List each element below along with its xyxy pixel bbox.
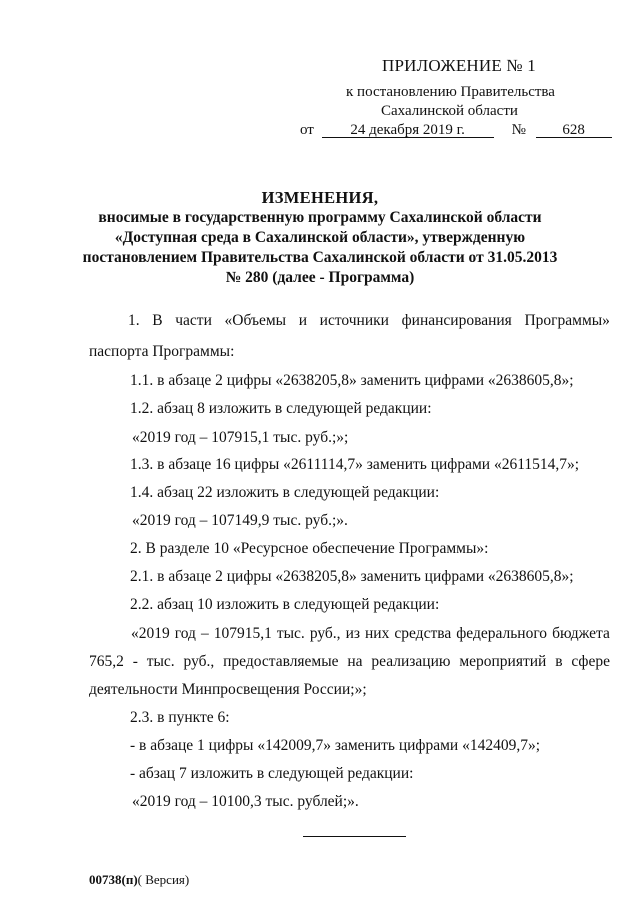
word: и bbox=[298, 312, 308, 329]
item-1-4: 1.4. абзац 22 изложить в следующей редакции: bbox=[130, 484, 440, 501]
paragraph-1-line-2: паспорта Программы: bbox=[89, 343, 235, 360]
item-1-2: 1.2. абзац 8 изложить в следующей редакции: bbox=[130, 400, 432, 417]
word: – bbox=[200, 625, 209, 642]
word: реализацию bbox=[371, 653, 451, 670]
appendix-date-number-row bbox=[300, 122, 612, 139]
appendix-line-2: Сахалинской области bbox=[381, 103, 518, 119]
title-line-1: вносимые в государственную программу Сахалинской области bbox=[98, 209, 542, 226]
from-label: от bbox=[300, 122, 314, 138]
word: - bbox=[132, 653, 138, 670]
item-1-1: 1.1. в абзаце 2 цифры «2638205,8» заменить цифрами «2638605,8»; bbox=[130, 372, 574, 389]
word: тыс. bbox=[146, 653, 175, 670]
title-line-3: постановлением Правительства Сахалинской области от 31.05.2013 bbox=[82, 249, 558, 266]
word: них bbox=[365, 625, 390, 642]
word: руб., bbox=[183, 653, 215, 670]
word: «2019 bbox=[131, 625, 170, 642]
item-2-3-text: «2019 год – 10100,3 тыс. рублей;». bbox=[132, 793, 359, 810]
item-2-3-b: - абзац 7 изложить в следующей редакции: bbox=[130, 765, 414, 782]
end-separator-line bbox=[303, 836, 406, 837]
appendix-date: 24 декабря 2019 г. bbox=[322, 123, 494, 138]
appendix-title: ПРИЛОЖЕНИЕ № 1 bbox=[382, 56, 536, 75]
word: В bbox=[152, 312, 163, 329]
item-2-2-text-line-2 bbox=[89, 653, 610, 671]
document-version: ( Версия) bbox=[137, 872, 190, 887]
word: 107915,1 bbox=[213, 625, 272, 642]
word: 1. bbox=[128, 312, 140, 329]
paragraph-1-line-1 bbox=[100, 312, 610, 330]
document-title bbox=[80, 188, 560, 288]
item-2-2: 2.2. абзац 10 изложить в следующей редакции: bbox=[130, 596, 440, 613]
word: предоставляемые bbox=[223, 653, 339, 670]
word: год bbox=[174, 625, 196, 642]
item-2-2-text-line-1 bbox=[89, 625, 610, 643]
word: на bbox=[347, 653, 363, 670]
word: источники bbox=[319, 312, 389, 329]
number-label: № bbox=[511, 122, 526, 138]
word: «Объемы bbox=[224, 312, 287, 329]
paragraph-2: 2. В разделе 10 «Ресурсное обеспечение Программы»: bbox=[130, 540, 489, 557]
word: сфере bbox=[571, 653, 610, 670]
item-2-3: 2.3. в пункте 6: bbox=[130, 709, 230, 726]
word: финансирования bbox=[401, 312, 512, 329]
word: тыс. bbox=[276, 625, 305, 642]
item-2-2-text-line-3: деятельности Минпросвещения России;»; bbox=[89, 681, 367, 698]
title-heading: ИЗМЕНЕНИЯ, bbox=[261, 188, 379, 207]
item-1-2-text: «2019 год – 107915,1 тыс. руб.;»; bbox=[132, 429, 349, 446]
word: части bbox=[175, 312, 212, 329]
appendix-number: 628 bbox=[536, 123, 612, 138]
word: бюджета bbox=[552, 625, 610, 642]
footer-code bbox=[89, 872, 189, 888]
word: руб., bbox=[309, 625, 341, 642]
item-2-3-a: - в абзаце 1 цифры «142009,7» заменить цифрами «142409,7»; bbox=[130, 737, 541, 754]
document-code: 00738(п) bbox=[89, 872, 138, 887]
word: в bbox=[555, 653, 563, 670]
item-2-1: 2.1. в абзаце 2 цифры «2638205,8» заменить цифрами «2638605,8»; bbox=[130, 568, 574, 585]
word: 765,2 bbox=[89, 653, 124, 670]
appendix-line-1: к постановлению Правительства bbox=[346, 84, 555, 100]
title-line-4: № 280 (далее - Программа) bbox=[225, 269, 415, 286]
item-1-4-text: «2019 год – 107149,9 тыс. руб.;». bbox=[132, 512, 348, 529]
title-line-2: «Доступная среда в Сахалинской области», утвержденную bbox=[114, 229, 526, 246]
word: федерального bbox=[456, 625, 548, 642]
word: средства bbox=[394, 625, 452, 642]
word: мероприятий bbox=[459, 653, 547, 670]
item-1-3: 1.3. в абзаце 16 цифры «2611114,7» заменить цифрами «2611514,7»; bbox=[130, 456, 580, 473]
word: из bbox=[345, 625, 360, 642]
word: Программы» bbox=[524, 312, 610, 329]
